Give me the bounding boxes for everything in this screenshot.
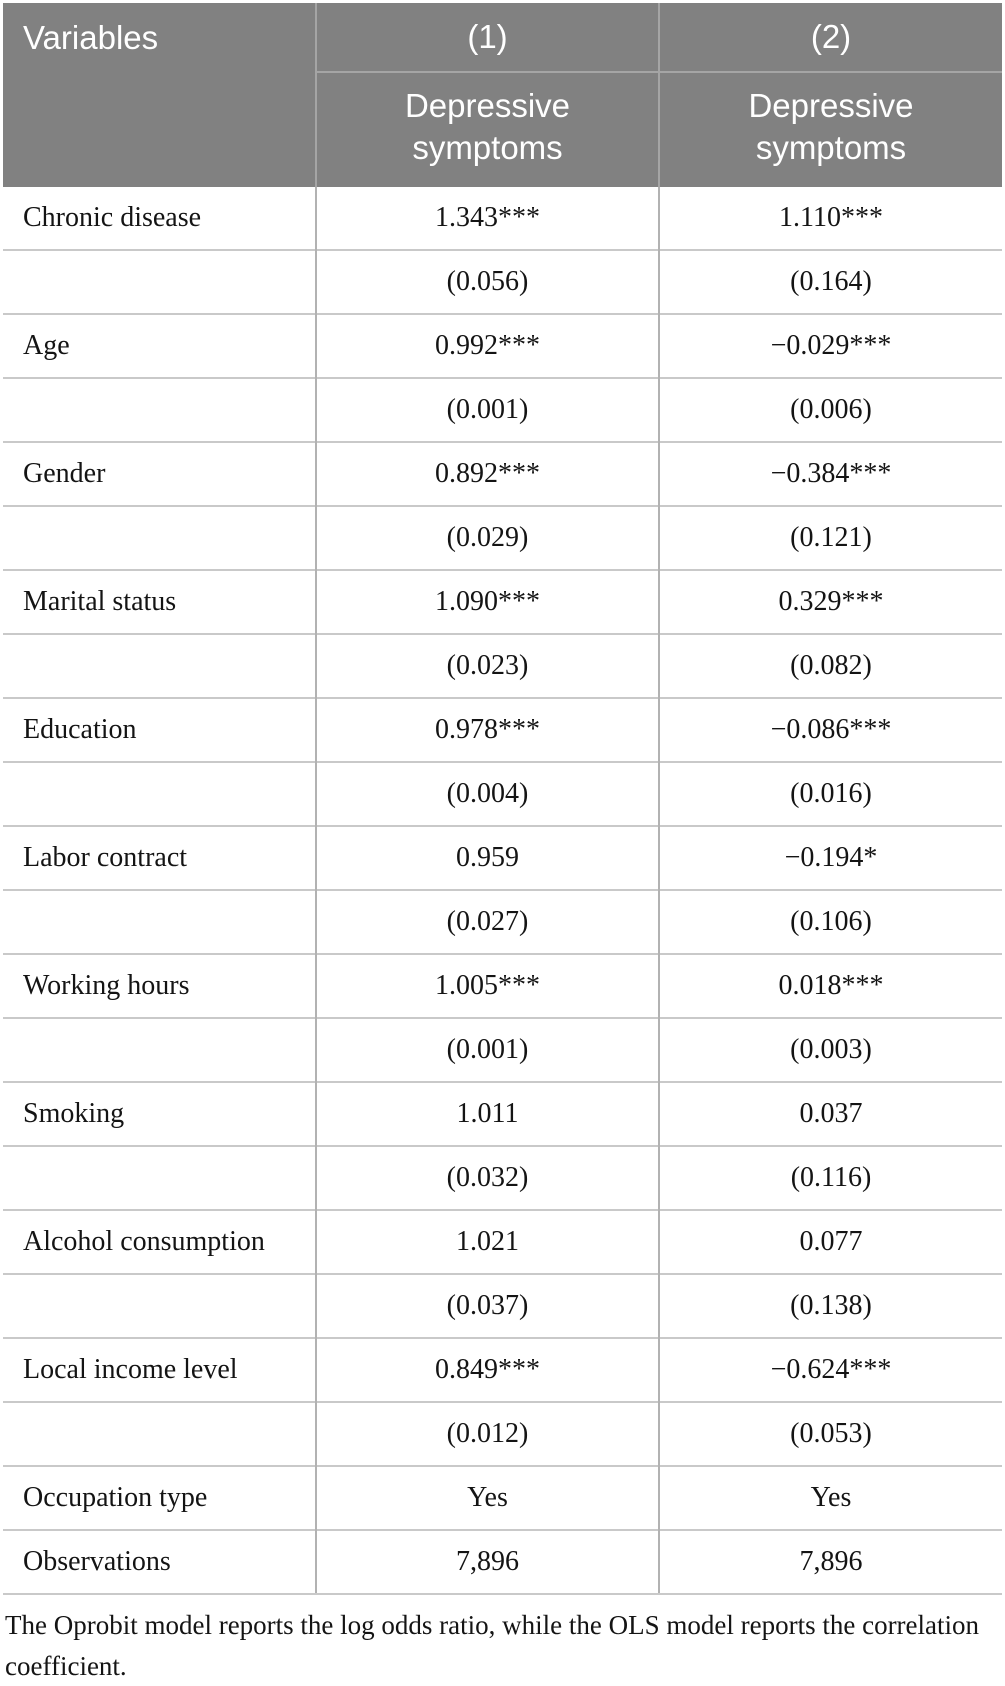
- row-marital-status-se: [3, 634, 1002, 698]
- value-cell-col1: 1.090***: [316, 570, 659, 634]
- value-cell-col2: (0.003): [659, 1018, 1002, 1082]
- value-cell-col2: (0.121): [659, 506, 1002, 570]
- value-cell-col2: 0.018***: [659, 954, 1002, 1018]
- row-working-hours: [3, 954, 1002, 1018]
- value-cell-col2: −0.624***: [659, 1338, 1002, 1402]
- variable-label-cell: Chronic disease: [3, 187, 316, 250]
- value-cell-col2: (0.164): [659, 250, 1002, 314]
- value-cell-col1: (0.001): [316, 378, 659, 442]
- row-labor-contract: [3, 826, 1002, 890]
- variable-label-cell: [3, 1146, 316, 1210]
- model-2-number-cell: (2): [659, 3, 1002, 72]
- row-marital-status: [3, 570, 1002, 634]
- variable-label-cell: Age: [3, 314, 316, 378]
- row-alcohol-consumption: [3, 1210, 1002, 1274]
- value-cell-col2: Yes: [659, 1466, 1002, 1530]
- value-cell-col1: Yes: [316, 1466, 659, 1530]
- variable-label-cell: Observations: [3, 1530, 316, 1594]
- row-observations: [3, 1530, 1002, 1594]
- value-cell-col2: (0.082): [659, 634, 1002, 698]
- row-gender: [3, 442, 1002, 506]
- variable-label-cell: Smoking: [3, 1082, 316, 1146]
- model-1-number-cell: (1): [316, 3, 659, 72]
- row-education-se: [3, 762, 1002, 826]
- variable-label-cell: [3, 250, 316, 314]
- variable-label-cell: Local income level: [3, 1338, 316, 1402]
- table-body: [3, 187, 1002, 1594]
- variable-label-cell: Labor contract: [3, 826, 316, 890]
- row-age: [3, 314, 1002, 378]
- row-occupation-type: [3, 1466, 1002, 1530]
- value-cell-col2: 0.329***: [659, 570, 1002, 634]
- row-labor-contract-se: [3, 890, 1002, 954]
- value-cell-col1: 1.021: [316, 1210, 659, 1274]
- value-cell-col1: 1.343***: [435, 202, 540, 233]
- variable-label-cell: [3, 890, 316, 954]
- value-cell-col2: −0.194*: [659, 826, 1002, 890]
- row-alcohol-consumption-se: [3, 1274, 1002, 1338]
- value-cell-col2: 7,896: [659, 1530, 1002, 1594]
- row-gender-se: [3, 506, 1002, 570]
- value-cell-col1: (0.032): [316, 1146, 659, 1210]
- variable-label-cell: [3, 378, 316, 442]
- variable-label-cell: Occupation type: [3, 1466, 316, 1530]
- variable-label-cell: Gender: [3, 442, 316, 506]
- value-cell-col1: 0.892***: [316, 442, 659, 506]
- value-cell-col1: (0.056): [316, 250, 659, 314]
- value-cell-col1: (0.023): [316, 634, 659, 698]
- value-cell-col1: (0.012): [316, 1402, 659, 1466]
- value-cell-col2: (0.053): [659, 1402, 1002, 1466]
- value-cell-col1: 0.849***: [316, 1338, 659, 1402]
- variable-label-cell: Alcohol consumption: [3, 1210, 316, 1274]
- value-cell-col2: −0.029***: [659, 314, 1002, 378]
- value-cell-col1: 0.992***: [316, 314, 659, 378]
- variable-label-cell: [3, 1274, 316, 1338]
- variables-header-cell: Variables: [3, 3, 316, 187]
- variable-label-cell: Education: [3, 698, 316, 762]
- variable-label-cell: [3, 1018, 316, 1082]
- row-smoking: [3, 1082, 1002, 1146]
- model-2-title-cell: Depressive symptoms: [659, 72, 1002, 187]
- value-cell-col1: (0.004): [316, 762, 659, 826]
- variable-label-cell: Working hours: [3, 954, 316, 1018]
- value-cell-col1: 7,896: [316, 1530, 659, 1594]
- model-1-title-cell: Depressive symptoms: [316, 72, 659, 187]
- variable-label-cell: [3, 634, 316, 698]
- value-cell-col2: (0.006): [659, 378, 1002, 442]
- value-cell-col1: (0.001): [316, 1018, 659, 1082]
- row-age-se: [3, 378, 1002, 442]
- value-cell-col1: 1.005***: [316, 954, 659, 1018]
- variable-label-cell: [3, 506, 316, 570]
- row-chronic-disease-se: [3, 250, 1002, 314]
- row-smoking-se: [3, 1146, 1002, 1210]
- value-cell-col2: −0.086***: [659, 698, 1002, 762]
- value-cell-col1: (0.029): [316, 506, 659, 570]
- value-cell-col2: (0.016): [659, 762, 1002, 826]
- value-cell-col2: (0.116): [659, 1146, 1002, 1210]
- value-cell-col1: (0.027): [316, 890, 659, 954]
- value-cell-col2: 1.110***: [659, 187, 1002, 250]
- value-cell-col1: 0.959: [316, 826, 659, 890]
- value-cell-col2: 0.037: [659, 1082, 1002, 1146]
- table-footnote: The Oprobit model reports the log odds ratio, while the OLS model reports the correlation coefficient.: [5, 1610, 980, 1681]
- value-cell-col2: (0.138): [659, 1274, 1002, 1338]
- variable-label-cell: [3, 1402, 316, 1466]
- value-cell-col2: 0.077: [659, 1210, 1002, 1274]
- table-header: [3, 3, 1002, 187]
- header-row-model-numbers: [3, 3, 1002, 72]
- variable-label-cell: [3, 762, 316, 826]
- row-education: [3, 698, 1002, 762]
- variable-label-cell: Marital status: [3, 570, 316, 634]
- value-cell-col2: −0.384***: [659, 442, 1002, 506]
- row-working-hours-se: [3, 1018, 1002, 1082]
- value-cell-col1: 0.978***: [316, 698, 659, 762]
- value-cell-col1: 1.011: [316, 1082, 659, 1146]
- value-cell-col1: (0.037): [316, 1274, 659, 1338]
- row-local-income-level: [3, 1338, 1002, 1402]
- regression-table: [3, 3, 1002, 1595]
- row-chronic-disease: [3, 187, 1002, 250]
- value-cell-col2: (0.106): [659, 890, 1002, 954]
- row-local-income-level-se: [3, 1402, 1002, 1466]
